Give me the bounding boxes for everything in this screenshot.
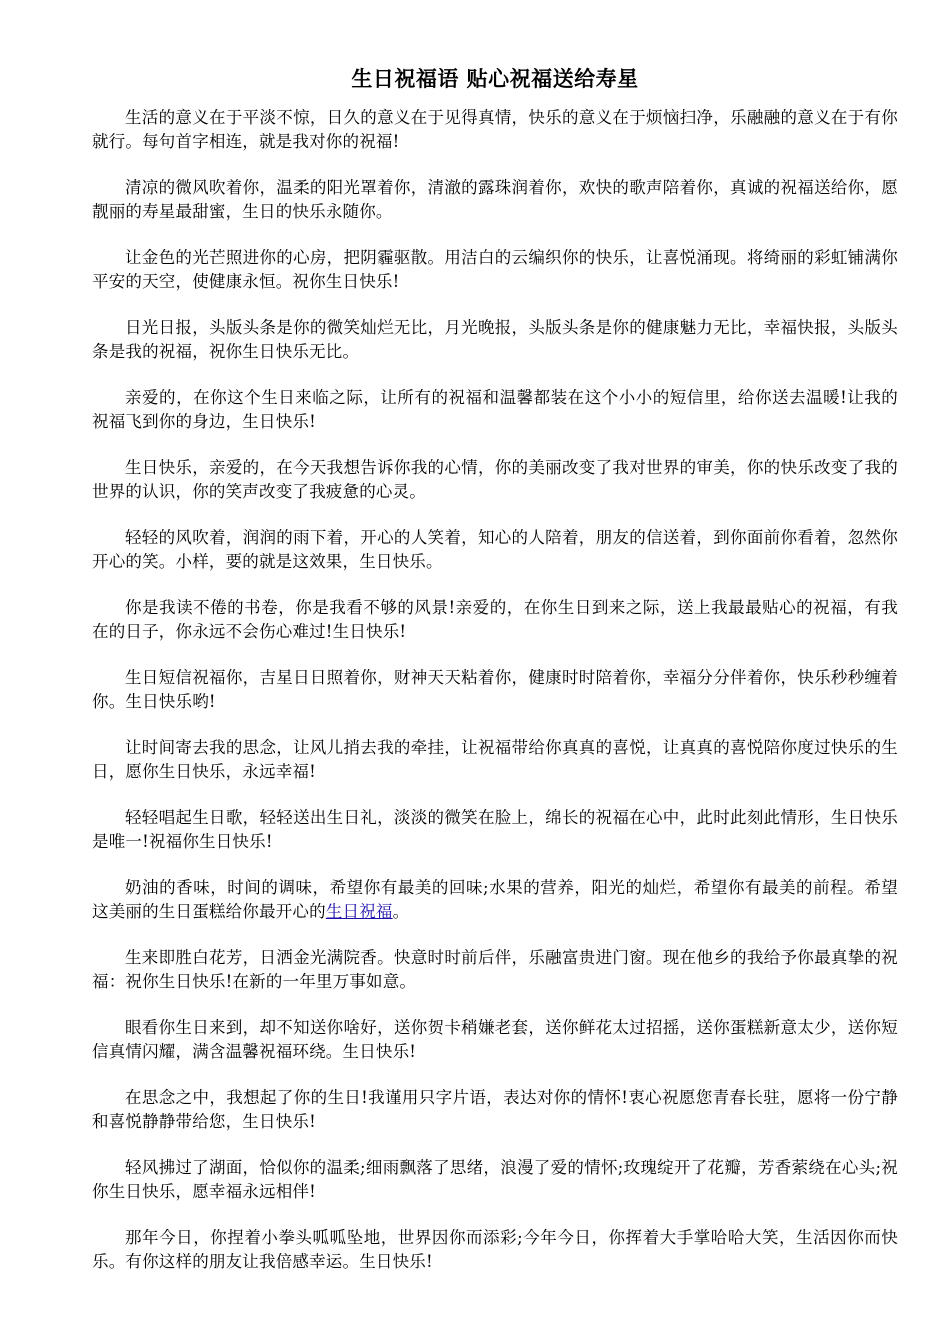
paragraph: 生日短信祝福你，吉星日日照着你，财神天天粘着你，健康时时陪着你，幸福分分伴着你，快乐秒秒缠着你。生日快乐哟! bbox=[92, 668, 898, 711]
paragraph-text-before-link: 奶油的香味，时间的调味，希望你有最美的回味;水果的营养，阳光的灿烂，希望你有最美的前程。希望这美丽的生日蛋糕给你最开心的 bbox=[92, 878, 898, 921]
paragraph: 轻风拂过了湖面，恰似你的温柔;细雨飘落了思绪，浪漫了爱的情怀;玫瑰绽开了花瓣，芳香萦绕在心头;祝你生日快乐，愿幸福永远相伴! bbox=[92, 1158, 898, 1201]
birthday-wishes-link[interactable]: 生日祝福 bbox=[325, 902, 393, 921]
paragraph: 在思念之中，我想起了你的生日!我谨用只字片语，表达对你的情怀!衷心祝愿您青春长驻，愿将一份宁静和喜悦静静带给您，生日快乐! bbox=[92, 1088, 898, 1131]
paragraph-text-after-link: 。 bbox=[392, 902, 410, 921]
paragraph: 那年今日，你捏着小拳头呱呱坠地，世界因你而添彩;今年今日，你挥着大手掌哈哈大笑，生活因你而快乐。有你这样的朋友让我倍感幸运。生日快乐! bbox=[92, 1228, 898, 1271]
paragraph: 生日快乐，亲爱的，在今天我想告诉你我的心情，你的美丽改变了我对世界的审美，你的快乐改变了我的世界的认识，你的笑声改变了我疲惫的心灵。 bbox=[92, 458, 898, 501]
paragraph-group-after-link bbox=[92, 946, 898, 1274]
paragraph: 轻轻唱起生日歌，轻轻送出生日礼，淡淡的微笑在脸上，绵长的祝福在心中，此时此刻此情形，生日快乐是唯一!祝福你生日快乐! bbox=[92, 808, 898, 851]
paragraph: 让金色的光芒照进你的心房，把阴霾驱散。用洁白的云编织你的快乐，让喜悦涌现。将绮丽的彩虹铺满你平安的天空，使健康永恒。祝你生日快乐! bbox=[92, 248, 898, 291]
paragraph-group-before-link bbox=[92, 106, 898, 854]
paragraph: 轻轻的风吹着，润润的雨下着，开心的人笑着，知心的人陪着，朋友的信送着，到你面前你看着，忽然你开心的笑。小样，要的就是这效果，生日快乐。 bbox=[92, 528, 898, 571]
paragraph: 亲爱的，在你这个生日来临之际，让所有的祝福和温馨都装在这个小小的短信里，给你送去温暖!让我的祝福飞到你的身边，生日快乐! bbox=[92, 388, 898, 431]
paragraph: 你是我读不倦的书卷，你是我看不够的风景!亲爱的，在你生日到来之际，送上我最最贴心的祝福，有我在的日子，你永远不会伤心难过!生日快乐! bbox=[92, 598, 898, 641]
paragraph: 生活的意义在于平淡不惊，日久的意义在于见得真情，快乐的意义在于烦恼扫净，乐融融的意义在于有你就行。每句首字相连，就是我对你的祝福! bbox=[92, 108, 898, 151]
document-page bbox=[92, 62, 898, 1296]
paragraph: 清凉的微风吹着你，温柔的阳光罩着你，清澈的露珠润着你，欢快的歌声陪着你，真诚的祝福送给你，愿靓丽的寿星最甜蜜，生日的快乐永随你。 bbox=[92, 178, 898, 221]
paragraph: 让时间寄去我的思念，让风儿捎去我的牵挂，让祝福带给你真真的喜悦，让真真的喜悦陪你度过快乐的生日，愿你生日快乐，永远幸福! bbox=[92, 738, 898, 781]
paragraph-with-link bbox=[92, 876, 898, 924]
page-title: 生日祝福语 贴心祝福送给寿星 bbox=[351, 66, 639, 91]
paragraph: 生来即胜白花芳，日洒金光满院香。快意时时前后伴，乐融富贵进门窗。现在他乡的我给予你最真挚的祝福：祝你生日快乐!在新的一年里万事如意。 bbox=[92, 948, 898, 991]
paragraph: 眼看你生日来到，却不知送你啥好，送你贺卡稍嫌老套，送你鲜花太过招摇，送你蛋糕新意太少，送你短信真情闪耀，满含温馨祝福环绕。生日快乐! bbox=[92, 1018, 898, 1061]
paragraph: 日光日报，头版头条是你的微笑灿烂无比，月光晚报，头版头条是你的健康魅力无比，幸福快报，头版头条是我的祝福，祝你生日快乐无比。 bbox=[92, 318, 898, 361]
